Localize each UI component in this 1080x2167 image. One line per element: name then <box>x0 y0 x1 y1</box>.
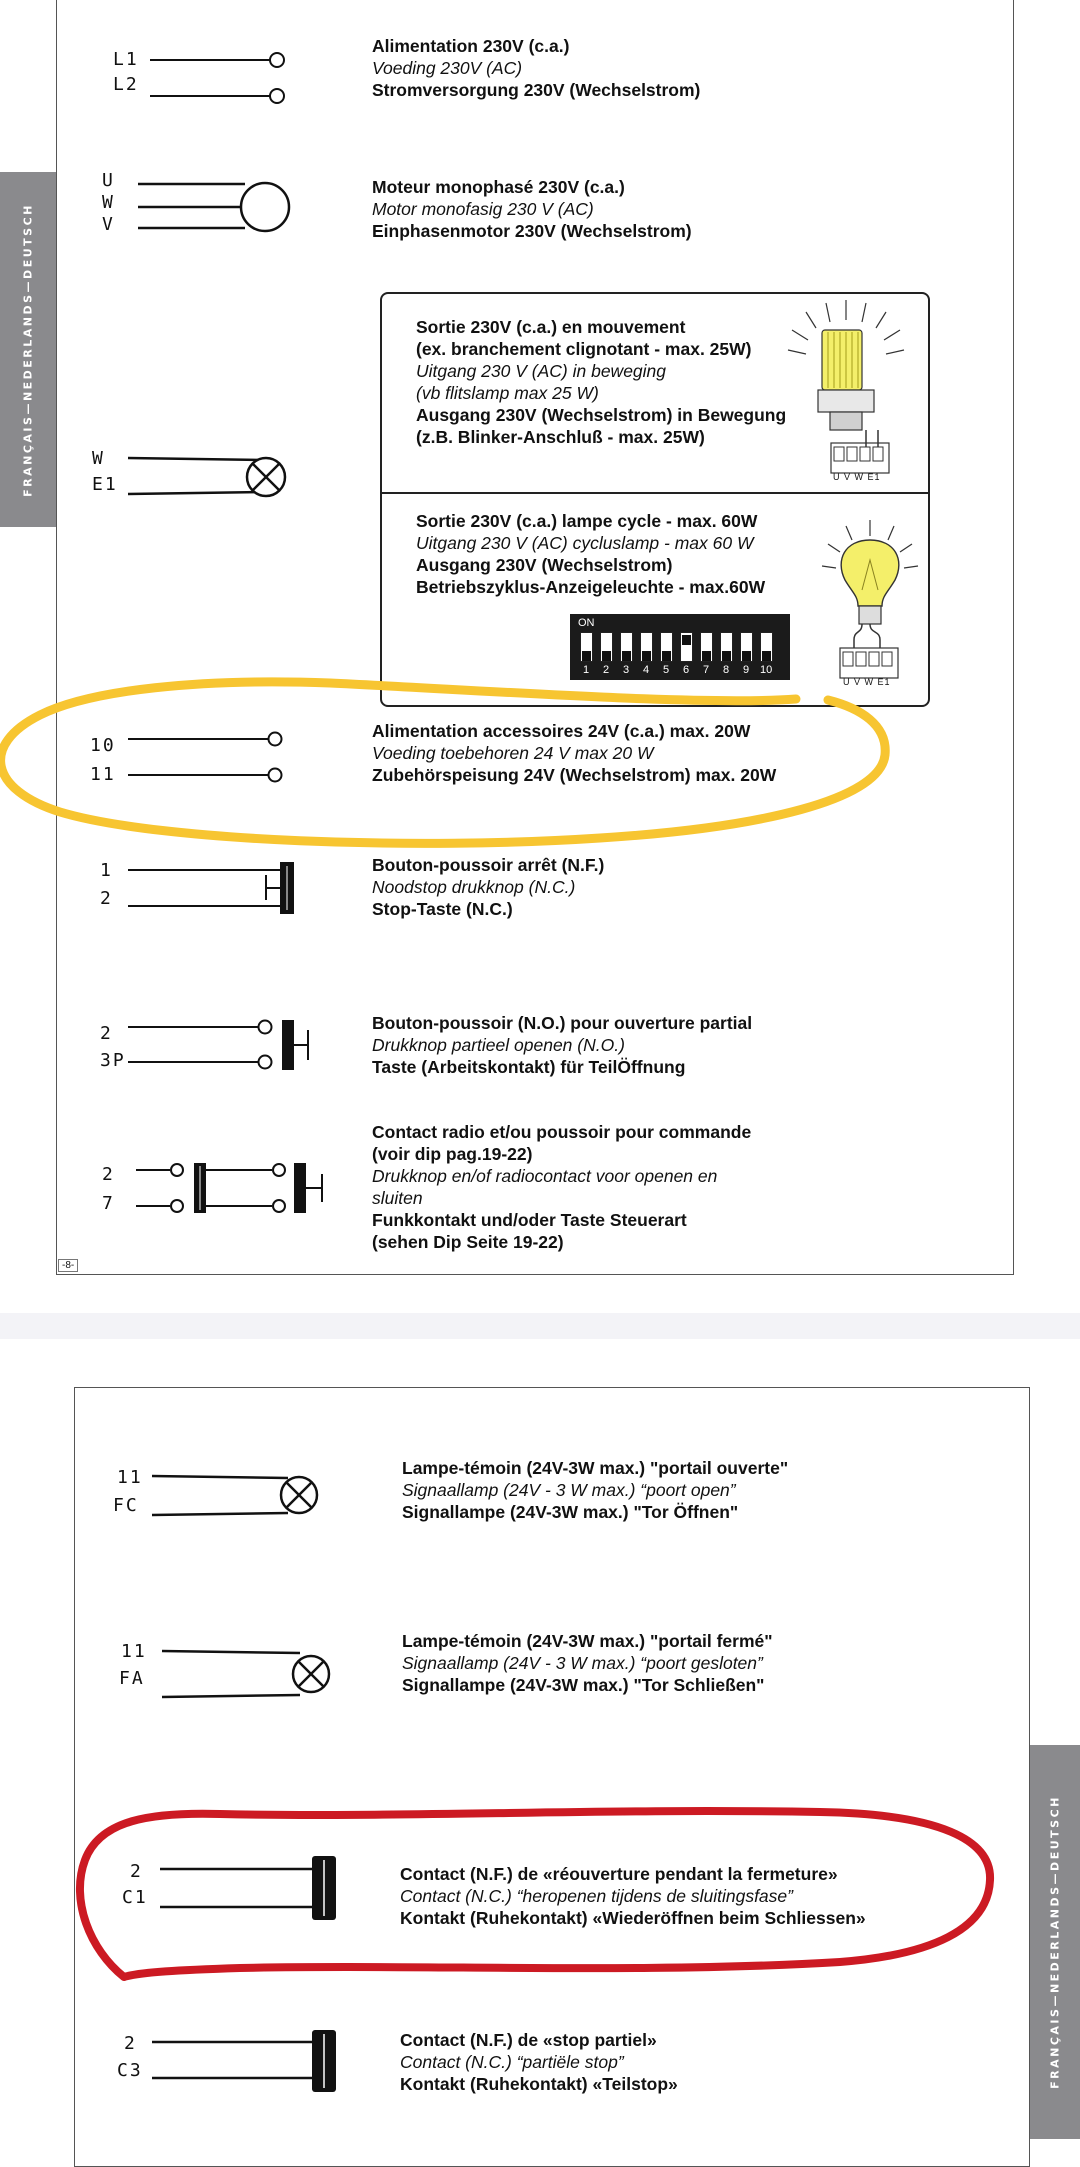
terminal-label-11: 11 <box>121 1641 147 1662</box>
text-de: (z.B. Blinker-Anschluß - max. 25W) <box>416 427 705 447</box>
terminal-label-v: V <box>102 214 115 235</box>
dip-number: 4 <box>643 664 650 676</box>
text-de: Betriebszyklus-Anzeigeleuchte - max.60W <box>416 577 766 597</box>
text-nl: Uitgang 230 V (AC) in beweging <box>416 361 667 381</box>
dip-number: 2 <box>603 664 610 676</box>
text-nl: Contact (N.C.) “heropenen tijdens de sluitingsfase” <box>400 1886 793 1906</box>
text-de: Funkkontakt und/oder Taste Steuerart <box>372 1210 687 1230</box>
terminal-label-2: 2 <box>100 888 113 909</box>
text-nl: Motor monofasig 230 V (AC) <box>372 199 594 219</box>
side-tab-text: FRANÇAIS—NEDERLANDS—DEUTSCH <box>21 202 35 497</box>
terminal-label-2: 2 <box>100 1023 113 1044</box>
text-fr: Contact (N.F.) de «stop partiel» <box>400 2030 657 2050</box>
dip-number: 6 <box>683 664 690 676</box>
text-fr: Lampe-témoin (24V-3W max.) "portail fermé" <box>402 1631 773 1651</box>
terminal-label-fa: FA <box>119 1668 145 1689</box>
terminal-label-2: 2 <box>124 2033 137 2054</box>
terminal-label-2: 2 <box>102 1164 115 1185</box>
dip-on-label: ON <box>578 617 595 629</box>
terminal-label-w: W <box>92 448 105 469</box>
text-nl: Voeding 230V (AC) <box>372 58 523 78</box>
dip-number: 8 <box>723 664 730 676</box>
terminal-label-7: 7 <box>102 1193 115 1214</box>
terminal-block-labels: U V W E1 <box>843 677 891 687</box>
side-tab-text: FRANÇAIS—NEDERLANDS—DEUTSCH <box>1048 1795 1062 2089</box>
text-fr: (ex. branchement clignotant - max. 25W) <box>416 339 752 359</box>
text-fr: Lampe-témoin (24V-3W max.) "portail ouverte" <box>402 1458 789 1478</box>
text-de: Stop-Taste (N.C.) <box>372 899 513 919</box>
text-nl: Voeding toebehoren 24 V max 20 W <box>372 743 654 763</box>
text-de: Signallampe (24V-3W max.) "Tor Öffnen" <box>402 1502 739 1522</box>
terminal-label-1: 1 <box>100 860 113 881</box>
text-de: Taste (Arbeitskontakt) für TeilÖffnung <box>372 1057 686 1077</box>
dip-number: 10 <box>760 664 773 676</box>
text-nl: Contact (N.C.) “partiële stop” <box>400 2052 624 2072</box>
text-de: Einphasenmotor 230V (Wechselstrom) <box>372 221 692 241</box>
terminal-label-w: W <box>102 192 115 213</box>
dip-number: 9 <box>743 664 750 676</box>
text-nl: Uitgang 230 V (AC) cycluslamp - max 60 W <box>416 533 754 553</box>
text-fr: Sortie 230V (c.a.) lampe cycle - max. 60W <box>416 511 758 531</box>
text-fr: Alimentation accessoires 24V (c.a.) max. 20W <box>372 721 751 741</box>
text-de: Signallampe (24V-3W max.) "Tor Schließen" <box>402 1675 765 1695</box>
text-nl: Drukknop en/of radiocontact voor openen en <box>372 1166 718 1186</box>
terminal-label-u: U <box>102 170 115 191</box>
text-fr: Moteur monophasé 230V (c.a.) <box>372 177 625 197</box>
text-de: Zubehörspeisung 24V (Wechselstrom) max. 20W <box>372 765 777 785</box>
entry-partial-stop <box>400 2029 678 2095</box>
text-fr: Contact radio et/ou poussoir pour commande <box>372 1122 752 1142</box>
text-nl: Signaallamp (24V - 3 W max.) “poort open” <box>402 1480 736 1500</box>
text-de: Stromversorgung 230V (Wechselstrom) <box>372 80 701 100</box>
dip-number: 1 <box>583 664 590 676</box>
text-nl: Noodstop drukknop (N.C.) <box>372 877 576 897</box>
terminal-label-2: 2 <box>130 1861 143 1882</box>
text-de: Ausgang 230V (Wechselstrom) <box>416 555 673 575</box>
text-nl: Signaallamp (24V - 3 W max.) “poort gesloten” <box>402 1653 763 1673</box>
text-nl: Drukknop partieel openen (N.O.) <box>372 1035 625 1055</box>
text-fr: Bouton-poussoir arrêt (N.F.) <box>372 855 605 875</box>
terminal-block-labels: U V W E1 <box>833 472 881 482</box>
text-de: (sehen Dip Seite 19-22) <box>372 1232 564 1252</box>
terminal-label-10: 10 <box>90 735 116 756</box>
text-fr: Bouton-poussoir (N.O.) pour ouverture partial <box>372 1013 753 1033</box>
text-de: Kontakt (Ruhekontakt) «Wiederöffnen beim Schliessen» <box>400 1908 866 1928</box>
text-fr: Contact (N.F.) de «réouverture pendant la fermeture» <box>400 1864 838 1884</box>
dip-number: 3 <box>623 664 630 676</box>
terminal-label-l2: L2 <box>113 74 139 95</box>
page-number: -8- <box>58 1259 78 1272</box>
text-de: Ausgang 230V (Wechselstrom) in Bewegung <box>416 405 787 425</box>
terminal-label-11: 11 <box>90 764 116 785</box>
text-nl: (vb flitslamp max 25 W) <box>416 383 599 403</box>
terminal-label-l1: L1 <box>113 49 139 70</box>
text-de: Kontakt (Ruhekontakt) «Teilstop» <box>400 2074 678 2094</box>
terminal-label-3p: 3P <box>100 1050 126 1071</box>
terminal-label-11: 11 <box>117 1467 143 1488</box>
dip-number: 7 <box>703 664 710 676</box>
text-fr: Sortie 230V (c.a.) en mouvement <box>416 317 686 337</box>
text-fr: (voir dip pag.19-22) <box>372 1144 533 1164</box>
terminal-label-e1: E1 <box>92 474 118 495</box>
text-nl: sluiten <box>372 1188 423 1208</box>
text-fr: Alimentation 230V (c.a.) <box>372 36 570 56</box>
terminal-label-c1: C1 <box>122 1887 148 1908</box>
dip-number: 5 <box>663 664 670 676</box>
terminal-label-c3: C3 <box>117 2060 143 2081</box>
terminal-label-fc: FC <box>113 1495 139 1516</box>
